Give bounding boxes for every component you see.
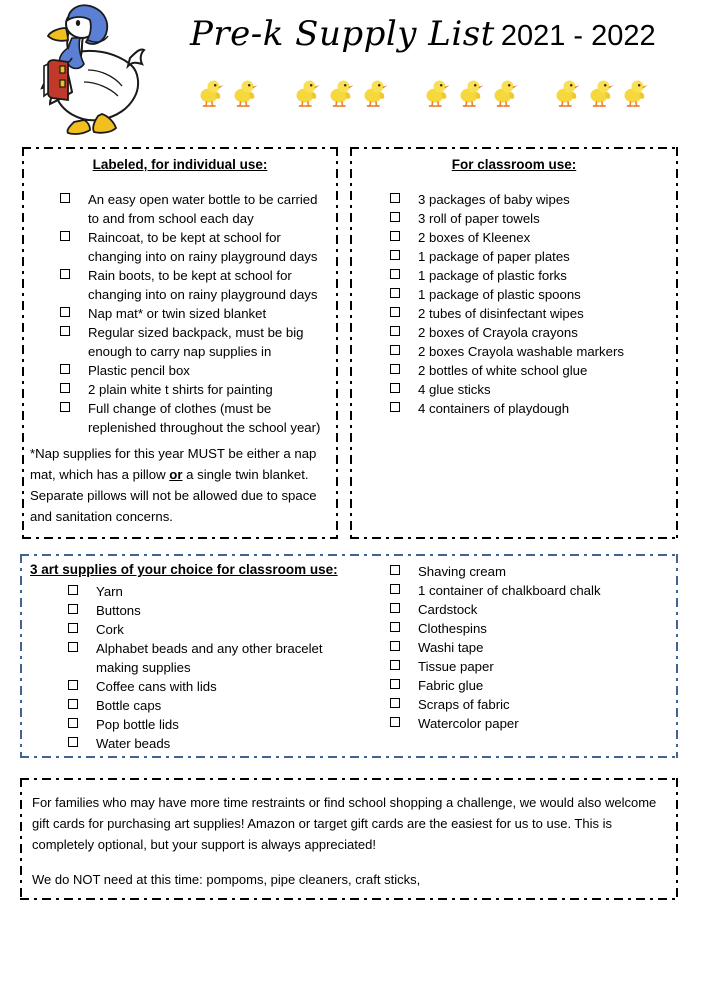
duckling-chick-icon (196, 77, 224, 107)
duckling-chick-icon (230, 77, 258, 107)
gift-card-paragraph: For families who may have more time restraints or find school shopping a challenge, we would also welcome gift cards for purchasing art supplies! Amazon or target gift cards are the easiest for us to use. This is completely optional, but your support is always appreciated! (32, 795, 657, 852)
list-item-label: Coffee cans with lids (96, 679, 217, 694)
list-item (390, 228, 670, 247)
list-item-label: 1 package of plastic forks (418, 268, 567, 283)
list-item (60, 228, 330, 266)
list-item (390, 323, 670, 342)
list-item (390, 600, 670, 619)
list-item-label: Cork (96, 622, 124, 637)
nap-note-part1: *Nap supplies for this year MUST be either a nap mat, which has a pillow (30, 446, 317, 482)
list-item-label: Yarn (96, 584, 123, 599)
title-years-text: 2021 - 2022 (500, 20, 656, 52)
list-item-label: 1 package of plastic spoons (418, 287, 581, 302)
list-item-label: Pop bottle lids (96, 717, 179, 732)
duckling-group (292, 77, 388, 107)
list-item (390, 361, 670, 380)
checkbox-icon[interactable] (390, 250, 400, 260)
classroom-use-heading: For classroom use: (451, 157, 577, 172)
list-item (68, 601, 348, 620)
list-item-label: Alphabet beads and any other bracelet making supplies (96, 641, 323, 675)
list-item-label: 3 roll of paper towels (418, 211, 540, 226)
list-item-label: Full change of clothes (must be replenished throughout the school year) (88, 401, 321, 435)
list-item (390, 190, 670, 209)
list-item-label: Raincoat, to be kept at school for changing into on rainy playground days (88, 230, 318, 264)
individual-use-heading: Labeled, for individual use: (92, 157, 268, 172)
checkbox-icon[interactable] (390, 383, 400, 393)
nap-note-emphasis: or (169, 467, 183, 482)
duckling-row (196, 70, 636, 114)
list-item-label: Clothespins (418, 621, 487, 636)
checkbox-icon[interactable] (390, 326, 400, 336)
list-item-label: Fabric glue (418, 678, 484, 693)
list-item (60, 190, 330, 228)
checkbox-icon[interactable] (68, 737, 78, 747)
checkbox-icon[interactable] (60, 231, 70, 241)
page-title (190, 14, 656, 60)
art-supplies-list-right (390, 562, 670, 733)
checkbox-icon[interactable] (390, 345, 400, 355)
list-item (60, 361, 330, 380)
list-item-label: 2 tubes of disinfectant wipes (418, 306, 584, 321)
list-item-label: 2 boxes of Kleenex (418, 230, 531, 245)
list-item (68, 620, 348, 639)
title-script-text: Pre-k Supply List (190, 14, 495, 54)
list-item-label: Plastic pencil box (88, 363, 190, 378)
list-item-label: 3 packages of baby wipes (418, 192, 570, 207)
list-item (68, 696, 348, 715)
page-header (0, 0, 710, 140)
duckling-chick-icon (456, 77, 484, 107)
duckling-group (196, 77, 258, 107)
list-item-label: 2 bottles of white school glue (418, 363, 588, 378)
list-item-label: Regular sized backpack, must be big enough to carry nap supplies in (88, 325, 304, 359)
list-item (390, 285, 670, 304)
list-item (390, 676, 670, 695)
duckling-group (422, 77, 518, 107)
list-item-label: Water beads (96, 736, 171, 751)
list-item (390, 209, 670, 228)
duckling-chick-icon (360, 77, 388, 107)
checkbox-icon[interactable] (60, 307, 70, 317)
art-supplies-list-left (68, 582, 348, 753)
classroom-use-box (350, 147, 678, 539)
duckling-chick-icon (422, 77, 450, 107)
duckling-chick-icon (552, 77, 580, 107)
checkbox-icon[interactable] (60, 193, 70, 203)
list-item-label: Scraps of fabric (418, 697, 510, 712)
checkbox-icon[interactable] (60, 269, 70, 279)
list-item-label: 1 container of chalkboard chalk (418, 583, 601, 598)
checkbox-icon[interactable] (390, 193, 400, 203)
list-item (68, 582, 348, 601)
list-item-label: Shaving cream (418, 564, 506, 579)
list-item-label: 2 plain white t shirts for painting (88, 382, 273, 397)
list-item (390, 638, 670, 657)
checkbox-icon[interactable] (68, 699, 78, 709)
checkbox-icon[interactable] (390, 269, 400, 279)
checkbox-icon[interactable] (68, 642, 78, 652)
list-item (68, 715, 348, 734)
list-item (390, 342, 670, 361)
list-item-label: Cardstock (418, 602, 478, 617)
list-item-label: An easy open water bottle to be carried to and from school each day (88, 192, 318, 226)
checkbox-icon[interactable] (68, 585, 78, 595)
checkbox-icon[interactable] (60, 402, 70, 412)
list-item-label: Washi tape (418, 640, 484, 655)
duckling-chick-icon (292, 77, 320, 107)
list-item-label: Rain boots, to be kept at school for changing into on rainy playground days (88, 268, 318, 302)
checkbox-icon[interactable] (390, 603, 400, 613)
list-item (390, 399, 670, 418)
list-item-label: 2 boxes Crayola washable markers (418, 344, 624, 359)
nap-note-part2: a single twin blanket. Separate pillows will not be allowed due to space and sanitation concerns. (30, 467, 317, 524)
checkbox-icon[interactable] (390, 231, 400, 241)
checkbox-icon[interactable] (390, 641, 400, 651)
checkbox-icon[interactable] (390, 622, 400, 632)
mother-goose-illustration (22, 4, 147, 136)
list-item-label: Bottle caps (96, 698, 162, 713)
box-border-top (350, 147, 678, 149)
list-item-label: Buttons (96, 603, 141, 618)
classroom-use-list (350, 190, 678, 418)
not-needed-paragraph: We do NOT need at this time: pompoms, pipe cleaners, craft sticks, (32, 872, 421, 887)
checkbox-icon[interactable] (390, 212, 400, 222)
duckling-chick-icon (620, 77, 648, 107)
list-item (390, 380, 670, 399)
checkbox-icon[interactable] (390, 717, 400, 727)
checkbox-icon[interactable] (68, 623, 78, 633)
individual-use-box (22, 147, 338, 539)
list-item-label: Nap mat* or twin sized blanket (88, 306, 267, 321)
duckling-chick-icon (490, 77, 518, 107)
art-supplies-heading: 3 art supplies of your choice for classroom use: (30, 562, 338, 577)
list-item (60, 266, 330, 304)
checkbox-icon[interactable] (60, 326, 70, 336)
list-item-label: 2 boxes of Crayola crayons (418, 325, 578, 340)
nap-supplies-note (22, 443, 338, 527)
list-item-label: 4 containers of playdough (418, 401, 570, 416)
checkbox-icon[interactable] (68, 718, 78, 728)
checkbox-icon[interactable] (390, 565, 400, 575)
list-item (390, 562, 670, 581)
checkbox-icon[interactable] (390, 698, 400, 708)
checkbox-icon[interactable] (390, 584, 400, 594)
list-item (390, 581, 670, 600)
checkbox-icon[interactable] (390, 288, 400, 298)
list-item-label: 4 glue sticks (418, 382, 491, 397)
checkbox-icon[interactable] (390, 307, 400, 317)
list-item (390, 714, 670, 733)
list-item-label: Watercolor paper (418, 716, 519, 731)
checkbox-icon[interactable] (60, 364, 70, 374)
list-item (390, 266, 670, 285)
list-item (390, 619, 670, 638)
duckling-group (552, 77, 648, 107)
checkbox-icon[interactable] (60, 383, 70, 393)
list-item (390, 247, 670, 266)
checkbox-icon[interactable] (390, 679, 400, 689)
list-item (390, 657, 670, 676)
list-item (390, 304, 670, 323)
checkbox-icon[interactable] (390, 364, 400, 374)
checkbox-icon[interactable] (68, 680, 78, 690)
list-item (68, 639, 348, 677)
families-note-box (20, 778, 678, 900)
list-item (60, 323, 330, 361)
art-supplies-box (20, 554, 678, 758)
list-item (60, 304, 330, 323)
list-item (68, 734, 348, 753)
list-item (68, 677, 348, 696)
duckling-chick-icon (586, 77, 614, 107)
checkbox-icon[interactable] (390, 402, 400, 412)
checkbox-icon[interactable] (68, 604, 78, 614)
duckling-chick-icon (326, 77, 354, 107)
individual-use-list (22, 190, 338, 437)
list-item (60, 380, 330, 399)
list-item (390, 695, 670, 714)
list-item (60, 399, 330, 437)
checkbox-icon[interactable] (390, 660, 400, 670)
box-border-top (22, 147, 338, 149)
list-item-label: 1 package of paper plates (418, 249, 570, 264)
list-item-label: Tissue paper (418, 659, 494, 674)
